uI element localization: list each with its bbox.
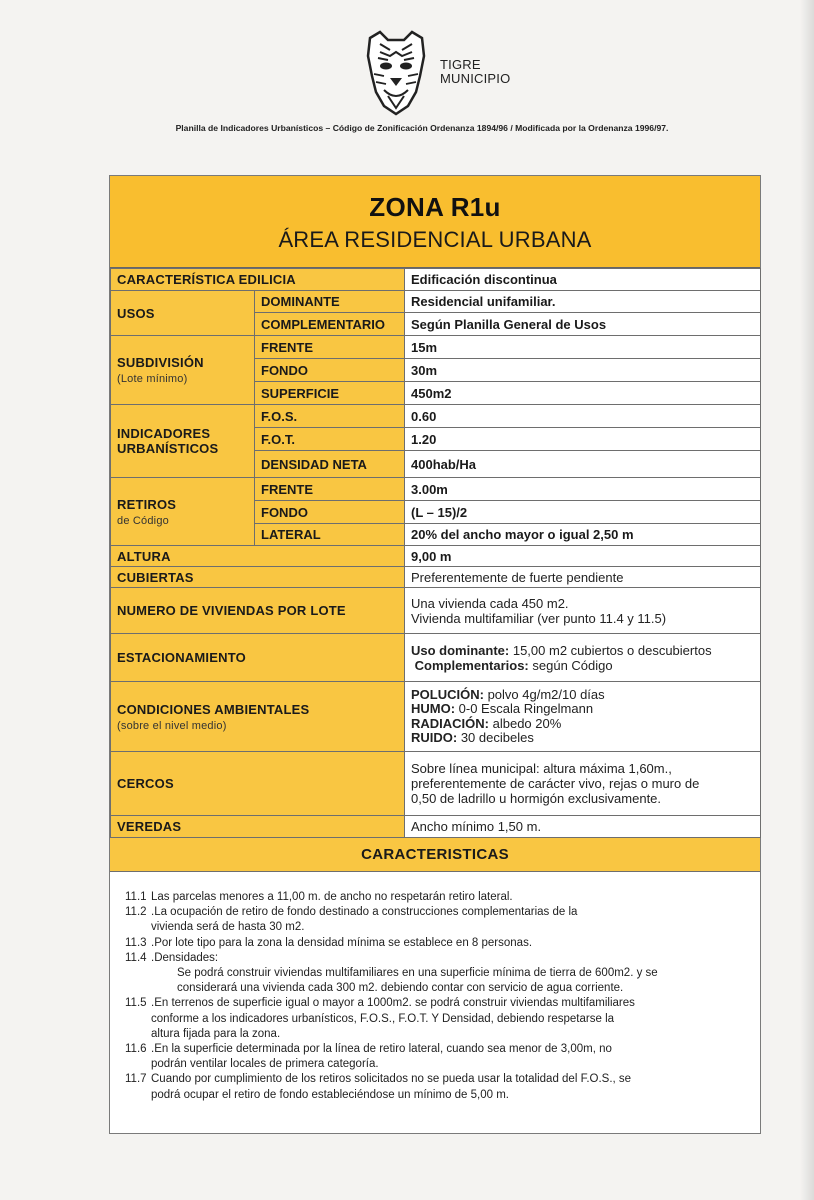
condiciones-value: [405, 682, 761, 752]
viviendas-label: NUMERO DE VIVIENDAS POR LOTE: [111, 588, 405, 634]
logo-line-tigre: TIGRE: [440, 57, 481, 72]
zoning-sheet: [109, 175, 761, 1134]
note-line: [125, 1088, 748, 1103]
note-line: [125, 1072, 748, 1087]
caracteristicas-notes: [110, 872, 760, 1103]
altura-label: ALTURA: [111, 546, 405, 567]
note-text: conforme a los indicadores urbanísticos, F.O.S., F.O.T. Y Densidad, debiendo respetarse la: [151, 1012, 615, 1025]
estacionamiento-value: [405, 634, 761, 682]
fot-key: F.O.T.: [255, 428, 405, 451]
note-number: 11.2: [125, 906, 147, 919]
usos-label: USOS: [111, 291, 255, 336]
table-row: [111, 478, 761, 501]
note-text: vivienda será de hasta 30 m2.: [151, 921, 305, 934]
subdivision-note: (Lote mínimo): [117, 373, 188, 385]
retiros-lateral-value: 20% del ancho mayor o igual 2,50 m: [405, 524, 761, 546]
indicadores-line2: URBANÍSTICOS: [117, 441, 219, 456]
zone-title-block: [110, 176, 760, 268]
page-edge-shadow: [800, 0, 814, 1200]
note-number: 11.4: [125, 951, 147, 964]
usos-dominante-key: DOMINANTE: [255, 291, 405, 313]
usos-dominante-value: Residencial unifamiliar.: [405, 291, 761, 313]
condiciones-title: CONDICIONES AMBIENTALES: [117, 701, 310, 717]
note-text: Cuando por cumplimiento de los retiros solicitados no se pueda usar la totalidad del F.O.S., se: [151, 1073, 632, 1086]
radiacion-value: albedo 20%: [489, 715, 562, 731]
tiger-logo-icon: [360, 30, 432, 116]
note-line: [125, 966, 748, 981]
table-row: [111, 816, 761, 838]
ruido-value: 30 decibeles: [457, 730, 534, 745]
table-row: [111, 405, 761, 428]
cercos-line1: Sobre línea municipal: altura máxima 1,60m.,: [411, 761, 672, 776]
retiros-title: RETIROS: [117, 496, 177, 512]
note-number: [125, 1027, 151, 1042]
subdivision-superficie-key: SUPERFICIE: [255, 382, 405, 405]
subdivision-frente-key: FRENTE: [255, 336, 405, 359]
fos-key: F.O.S.: [255, 405, 405, 428]
indicators-table: [110, 268, 761, 838]
note-number: [125, 1088, 151, 1103]
note-line: [125, 1042, 748, 1057]
retiros-frente-key: FRENTE: [255, 478, 405, 501]
cercos-label: CERCOS: [111, 752, 405, 816]
document-subtitle: Planilla de Indicadores Urbanísticos – Código de Zonificación Ordenanza 1894/96 / Modificada por la Ordenanza 1996/97.: [175, 123, 669, 133]
estacionamiento-dom-value: 15,00 m2 cubiertos o descubiertos: [509, 642, 712, 658]
fot-value: 1.20: [405, 428, 761, 451]
cercos-line3: 0,50 de ladrillo u hormigón exclusivamente.: [411, 791, 662, 806]
retiros-frente-value: 3.00m: [405, 478, 761, 501]
polucion-key: POLUCIÓN:: [411, 686, 484, 702]
note-number: 11.1: [125, 891, 147, 903]
subdivision-label: [111, 336, 255, 405]
retiros-label: [111, 478, 255, 546]
viviendas-line2: Vivienda multifamiliar (ver punto 11.4 y 11.5): [411, 610, 667, 626]
note-text: .En la superficie determinada por la línea de retiro lateral, cuando sea menor de 3,00m, no: [151, 1043, 612, 1056]
note-line: [125, 1027, 748, 1042]
viviendas-value: [405, 588, 761, 634]
cercos-line2: preferentemente de carácter vivo, rejas o muro de: [411, 776, 700, 791]
table-row: [111, 269, 761, 291]
retiros-fondo-key: FONDO: [255, 501, 405, 524]
note-text: Se podrá construir viviendas multifamiliares en una superficie mínima de tierra de 600m2. y se: [177, 967, 658, 980]
subdivision-fondo-value: 30m: [405, 359, 761, 382]
caracteristicas-heading: CARACTERISTICAS: [110, 838, 760, 872]
table-row: [111, 588, 761, 634]
indicadores-label: [111, 405, 255, 478]
note-number: [125, 966, 151, 981]
municipality-header: [360, 30, 560, 120]
note-text: .Densidades:: [151, 951, 219, 964]
table-row: [111, 682, 761, 752]
table-row: [111, 291, 761, 313]
subdivision-frente-value: 15m: [405, 336, 761, 359]
humo-value: 0-0 Escala Ringelmann: [455, 701, 594, 716]
indicadores-line1: INDICADORES: [117, 426, 211, 441]
caracteristica-label: CARACTERÍSTICA EDILICIA: [111, 269, 405, 291]
note-line: [125, 996, 748, 1011]
note-number: [125, 981, 151, 996]
estacionamiento-comp-value: según Código: [528, 657, 613, 673]
note-text: altura fijada para la zona.: [151, 1027, 281, 1040]
note-number: 11.7: [125, 1073, 147, 1086]
fos-value: 0.60: [405, 405, 761, 428]
zone-title: ZONA R1u: [369, 192, 501, 222]
viviendas-line1: Una vivienda cada 450 m2.: [411, 595, 569, 611]
veredas-label: VEREDAS: [111, 816, 405, 838]
note-line: [125, 920, 748, 935]
polucion-value: polvo 4g/m2/10 días: [483, 686, 605, 702]
note-line: [125, 936, 748, 951]
humo-key: HUMO:: [411, 701, 456, 716]
note-line: [125, 905, 748, 920]
note-number: 11.3: [125, 936, 147, 949]
note-number: [125, 1057, 151, 1072]
retiros-lateral-key: LATERAL: [255, 524, 405, 546]
cubiertas-label: CUBIERTAS: [111, 567, 405, 588]
note-text: considerará una vivienda cada 300 m2. debiendo contar con servicio de agua corriente.: [177, 982, 624, 995]
condiciones-note: (sobre el nivel medio): [117, 719, 227, 732]
retiros-fondo-value: (L – 15)/2: [405, 501, 761, 524]
logo-text: [440, 58, 510, 86]
condiciones-label: [111, 682, 405, 752]
subdivision-superficie-value: 450m2: [405, 382, 761, 405]
note-number: 11.5: [125, 997, 147, 1010]
note-line: [125, 1057, 748, 1072]
subdivision-title: SUBDIVISIÓN: [117, 355, 204, 370]
note-text: podrán ventilar locales de primera categoría.: [151, 1058, 379, 1071]
cubiertas-value: Preferentemente de fuerte pendiente: [405, 567, 761, 588]
veredas-value: Ancho mínimo 1,50 m.: [405, 816, 761, 838]
caracteristica-value: Edificación discontinua: [405, 269, 761, 291]
usos-complementario-value: Según Planilla General de Usos: [405, 313, 761, 336]
ruido-key: RUIDO:: [411, 730, 458, 745]
note-line: [125, 951, 748, 966]
table-row: [111, 634, 761, 682]
logo-line-municipio: MUNICIPIO: [440, 71, 511, 86]
radiacion-key: RADIACIÓN:: [411, 715, 489, 731]
note-number: 11.6: [125, 1043, 147, 1056]
estacionamiento-comp-key: Complementarios:: [414, 657, 529, 673]
retiros-note: de Código: [117, 514, 169, 527]
table-row: [111, 336, 761, 359]
cercos-value: [405, 752, 761, 816]
note-line: [125, 981, 748, 996]
table-row: [111, 567, 761, 588]
altura-value: 9,00 m: [405, 546, 761, 567]
note-text: podrá ocupar el retiro de fondo estableciéndose un mínimo de 5,00 m.: [151, 1088, 509, 1101]
note-number: [125, 1012, 151, 1027]
zone-subtitle: ÁREA RESIDENCIAL URBANA: [278, 227, 592, 252]
estacionamiento-label: ESTACIONAMIENTO: [111, 634, 405, 682]
note-number: [125, 920, 151, 935]
subdivision-fondo-key: FONDO: [255, 359, 405, 382]
estacionamiento-dom-key: Uso dominante:: [411, 642, 510, 658]
note-text: Las parcelas menores a 11,00 m. de ancho no respetarán retiro lateral.: [151, 891, 513, 903]
densidad-value: 400hab/Ha: [405, 451, 761, 478]
note-text: .En terrenos de superficie igual o mayor a 1000m2. se podrá construir viviendas multifamiliares: [151, 997, 635, 1010]
usos-complementario-key: COMPLEMENTARIO: [255, 313, 405, 336]
note-line: [125, 1012, 748, 1027]
note-line: [125, 890, 748, 905]
densidad-key: DENSIDAD NETA: [255, 451, 405, 478]
note-text: .Por lote tipo para la zona la densidad mínima se establece en 8 personas.: [151, 936, 533, 949]
table-row: [111, 546, 761, 567]
table-row: [111, 752, 761, 816]
note-text: .La ocupación de retiro de fondo destinado a construcciones complementarias de la: [151, 906, 578, 919]
